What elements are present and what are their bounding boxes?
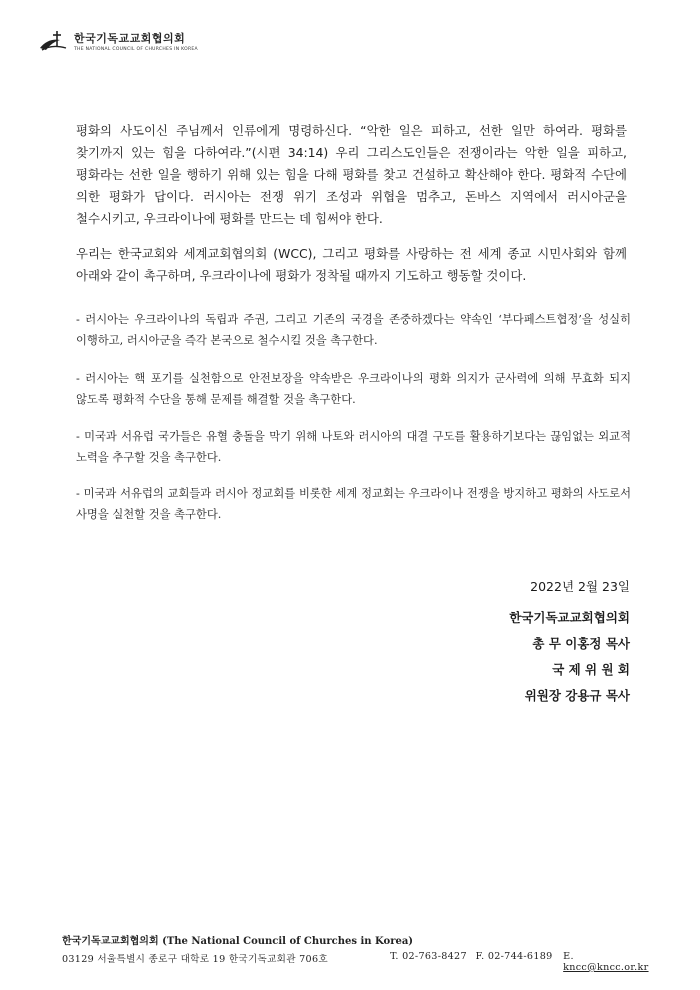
footer-org-name: 한국기독교교회협의회 (The National Council of Churches in Korea) [62,936,414,947]
footer-email [563,951,662,973]
demand-item: - 미국과 서유럽의 교회들과 러시아 정교회를 비롯한 세계 정교회는 우크라이나 전쟁을 방지하고 평화의 사도로서 사명을 실천할 것을 촉구한다. [76,487,631,521]
signer-org: 한국기독교교회협의회 [509,610,630,625]
footer [62,932,662,973]
org-name-korean: 한국기독교교회협의회 [74,32,186,45]
footer-address: 03129 서울특별시 종로구 대학로 19 한국기독교회관 706호 [62,954,328,965]
kncc-logo-icon [38,28,70,54]
paragraph-1: 평화의 사도이신 주님께서 인류에게 명령하신다. “악한 일은 피하고, 선한 일만 하여라. 평화를 찾기까지 있는 힘을 다하여라.”(시편 34:14) 우리 그리스도인들은 전쟁이라는 악한 일을 피하고, 평화라는 선한 일을 행하기 위해 있는 힘을 다해 평화를 찾고 건설하고 확산해야 한다. 평화적 수단에 의한 평화가 답이다. 러시아는 전쟁 위기 조성과 위협을 멈추고, 돈바스 지역에서 러시아군을 철수시키고, 우크라이나에 평화를 만드는 데 힘써야 한다. [76,123,627,226]
demand-item: - 미국과 서유럽 국가들은 유혈 충돌을 막기 위해 나토와 러시아의 대결 구도를 활용하기보다는 끊임없는 외교적 노력을 추구할 것을 촉구한다. [76,430,631,464]
demand-item: - 러시아는 우크라이나의 독립과 주권, 그리고 기존의 국경을 존중하겠다는 약속인 ‘부다페스트협정’을 성실히 이행하고, 러시아군을 즉각 본국으로 철수시킬 것을 촉구한다. [76,313,631,347]
footer-fax: F. 02-744-6189 [475,951,553,962]
footer-email-link[interactable]: kncc@kncc.or.kr [563,962,649,973]
org-name-english: THE NATIONAL COUNCIL OF CHURCHES IN KOREA [74,47,198,52]
footer-contact [62,951,662,973]
paragraph-2: 우리는 한국교회와 세계교회협의회 (WCC), 그리고 평화를 사랑하는 전 세계 종교 시민사회와 함께 아래와 같이 촉구하며, 우크라이나에 평화가 정착될 때까지 기도하고 행동할 것이다. [76,246,627,283]
signer-general-secretary: 총 무 이홍정 목사 [532,636,630,651]
org-name-block [74,30,198,52]
statement-date: 2022년 2월 23일 [530,579,630,594]
letterhead [38,28,198,54]
signature-block [509,605,630,709]
footer-phone: T. 02-763-8427 [390,951,467,962]
signer-chair: 위원장 강용규 목사 [524,688,630,703]
signer-committee: 국 제 위 원 회 [552,662,630,677]
footer-email-label: E. [563,951,574,962]
demand-item: - 러시아는 핵 포기를 실천함으로 안전보장을 약속받은 우크라이나의 평화 의지가 군사력에 의해 무효화 되지 않도록 평화적 수단을 통해 문제를 해결할 것을 촉구한다. [76,372,631,406]
